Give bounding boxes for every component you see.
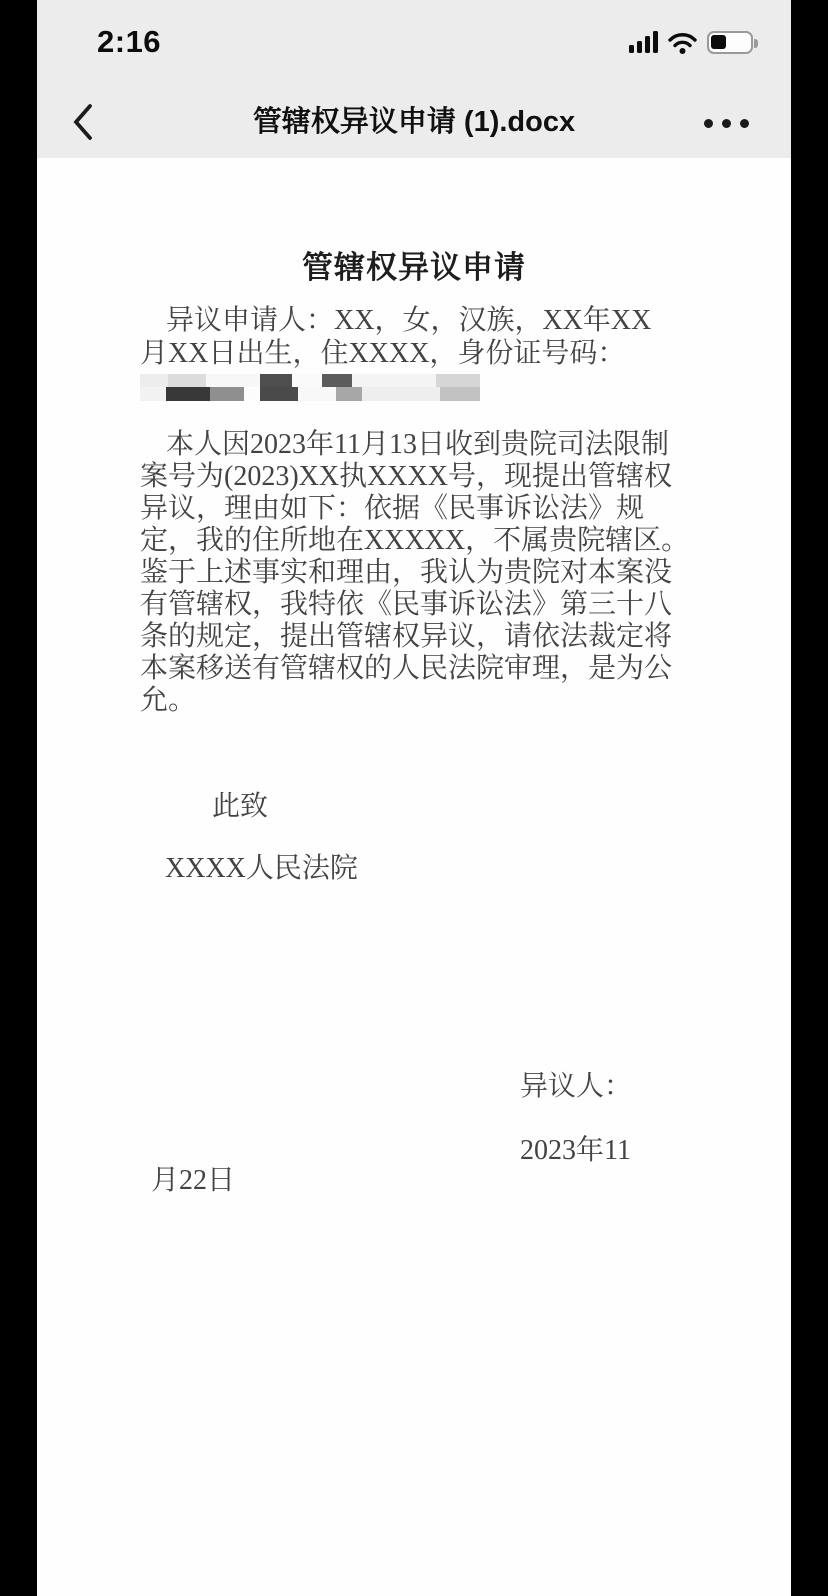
chevron-left-icon	[72, 102, 94, 142]
document-title: 管辖权异议申请	[302, 250, 526, 285]
paragraph-line: 异议，理由如下：依据《民事诉讼法》规	[140, 493, 645, 524]
status-bar-time: 2:16	[97, 24, 162, 59]
wifi-icon	[667, 31, 698, 54]
more-options-button[interactable]	[691, 103, 761, 143]
paragraph-line: 定，我的住所地在XXXXX，不属贵院辖区。	[140, 525, 690, 556]
signer-label: 异议人：	[520, 1071, 633, 1102]
paragraph-line: 异议申请人：XX，女，汉族，XX年XX	[166, 305, 652, 336]
closing-salutation: 此致	[212, 791, 269, 822]
paragraph-objection-body	[140, 429, 689, 717]
court-name: XXXX人民法院	[165, 853, 358, 884]
signature-date-line-1: 2023年11	[520, 1135, 631, 1166]
battery-icon	[707, 31, 753, 54]
ellipsis-icon	[704, 119, 749, 128]
cellular-signal-icon	[629, 31, 658, 53]
nav-bar	[37, 85, 791, 158]
status-bar-icons	[629, 30, 753, 54]
paragraph-line: 本人因2023年11月13日收到贵院司法限制	[166, 429, 669, 460]
paragraph-line: 鉴于上述事实和理由，我认为贵院对本案没	[140, 557, 673, 588]
document-viewer[interactable]	[37, 158, 791, 1596]
signature-date-line-2: 月22日	[151, 1165, 236, 1196]
back-button[interactable]	[61, 97, 105, 147]
document-filename-title: 管辖权异议申请 (1).docx	[252, 106, 576, 138]
redacted-id-number-mosaic	[140, 374, 480, 401]
phone-screen	[37, 0, 791, 1596]
paragraph-line: 允。	[140, 685, 197, 716]
paragraph-applicant-info	[140, 304, 651, 370]
paragraph-line: 月XX日出生，住XXXX，身份证号码：	[140, 338, 626, 369]
paragraph-line: 有管辖权，我特依《民事诉讼法》第三十八	[140, 589, 673, 620]
top-bar	[37, 0, 791, 158]
paragraph-line: 条的规定，提出管辖权异议，请依法裁定将	[140, 621, 673, 652]
paragraph-line: 案号为(2023)XX执XXXX号，现提出管辖权	[140, 461, 672, 492]
paragraph-line: 本案移送有管辖权的人民法院审理，是为公	[140, 653, 673, 684]
